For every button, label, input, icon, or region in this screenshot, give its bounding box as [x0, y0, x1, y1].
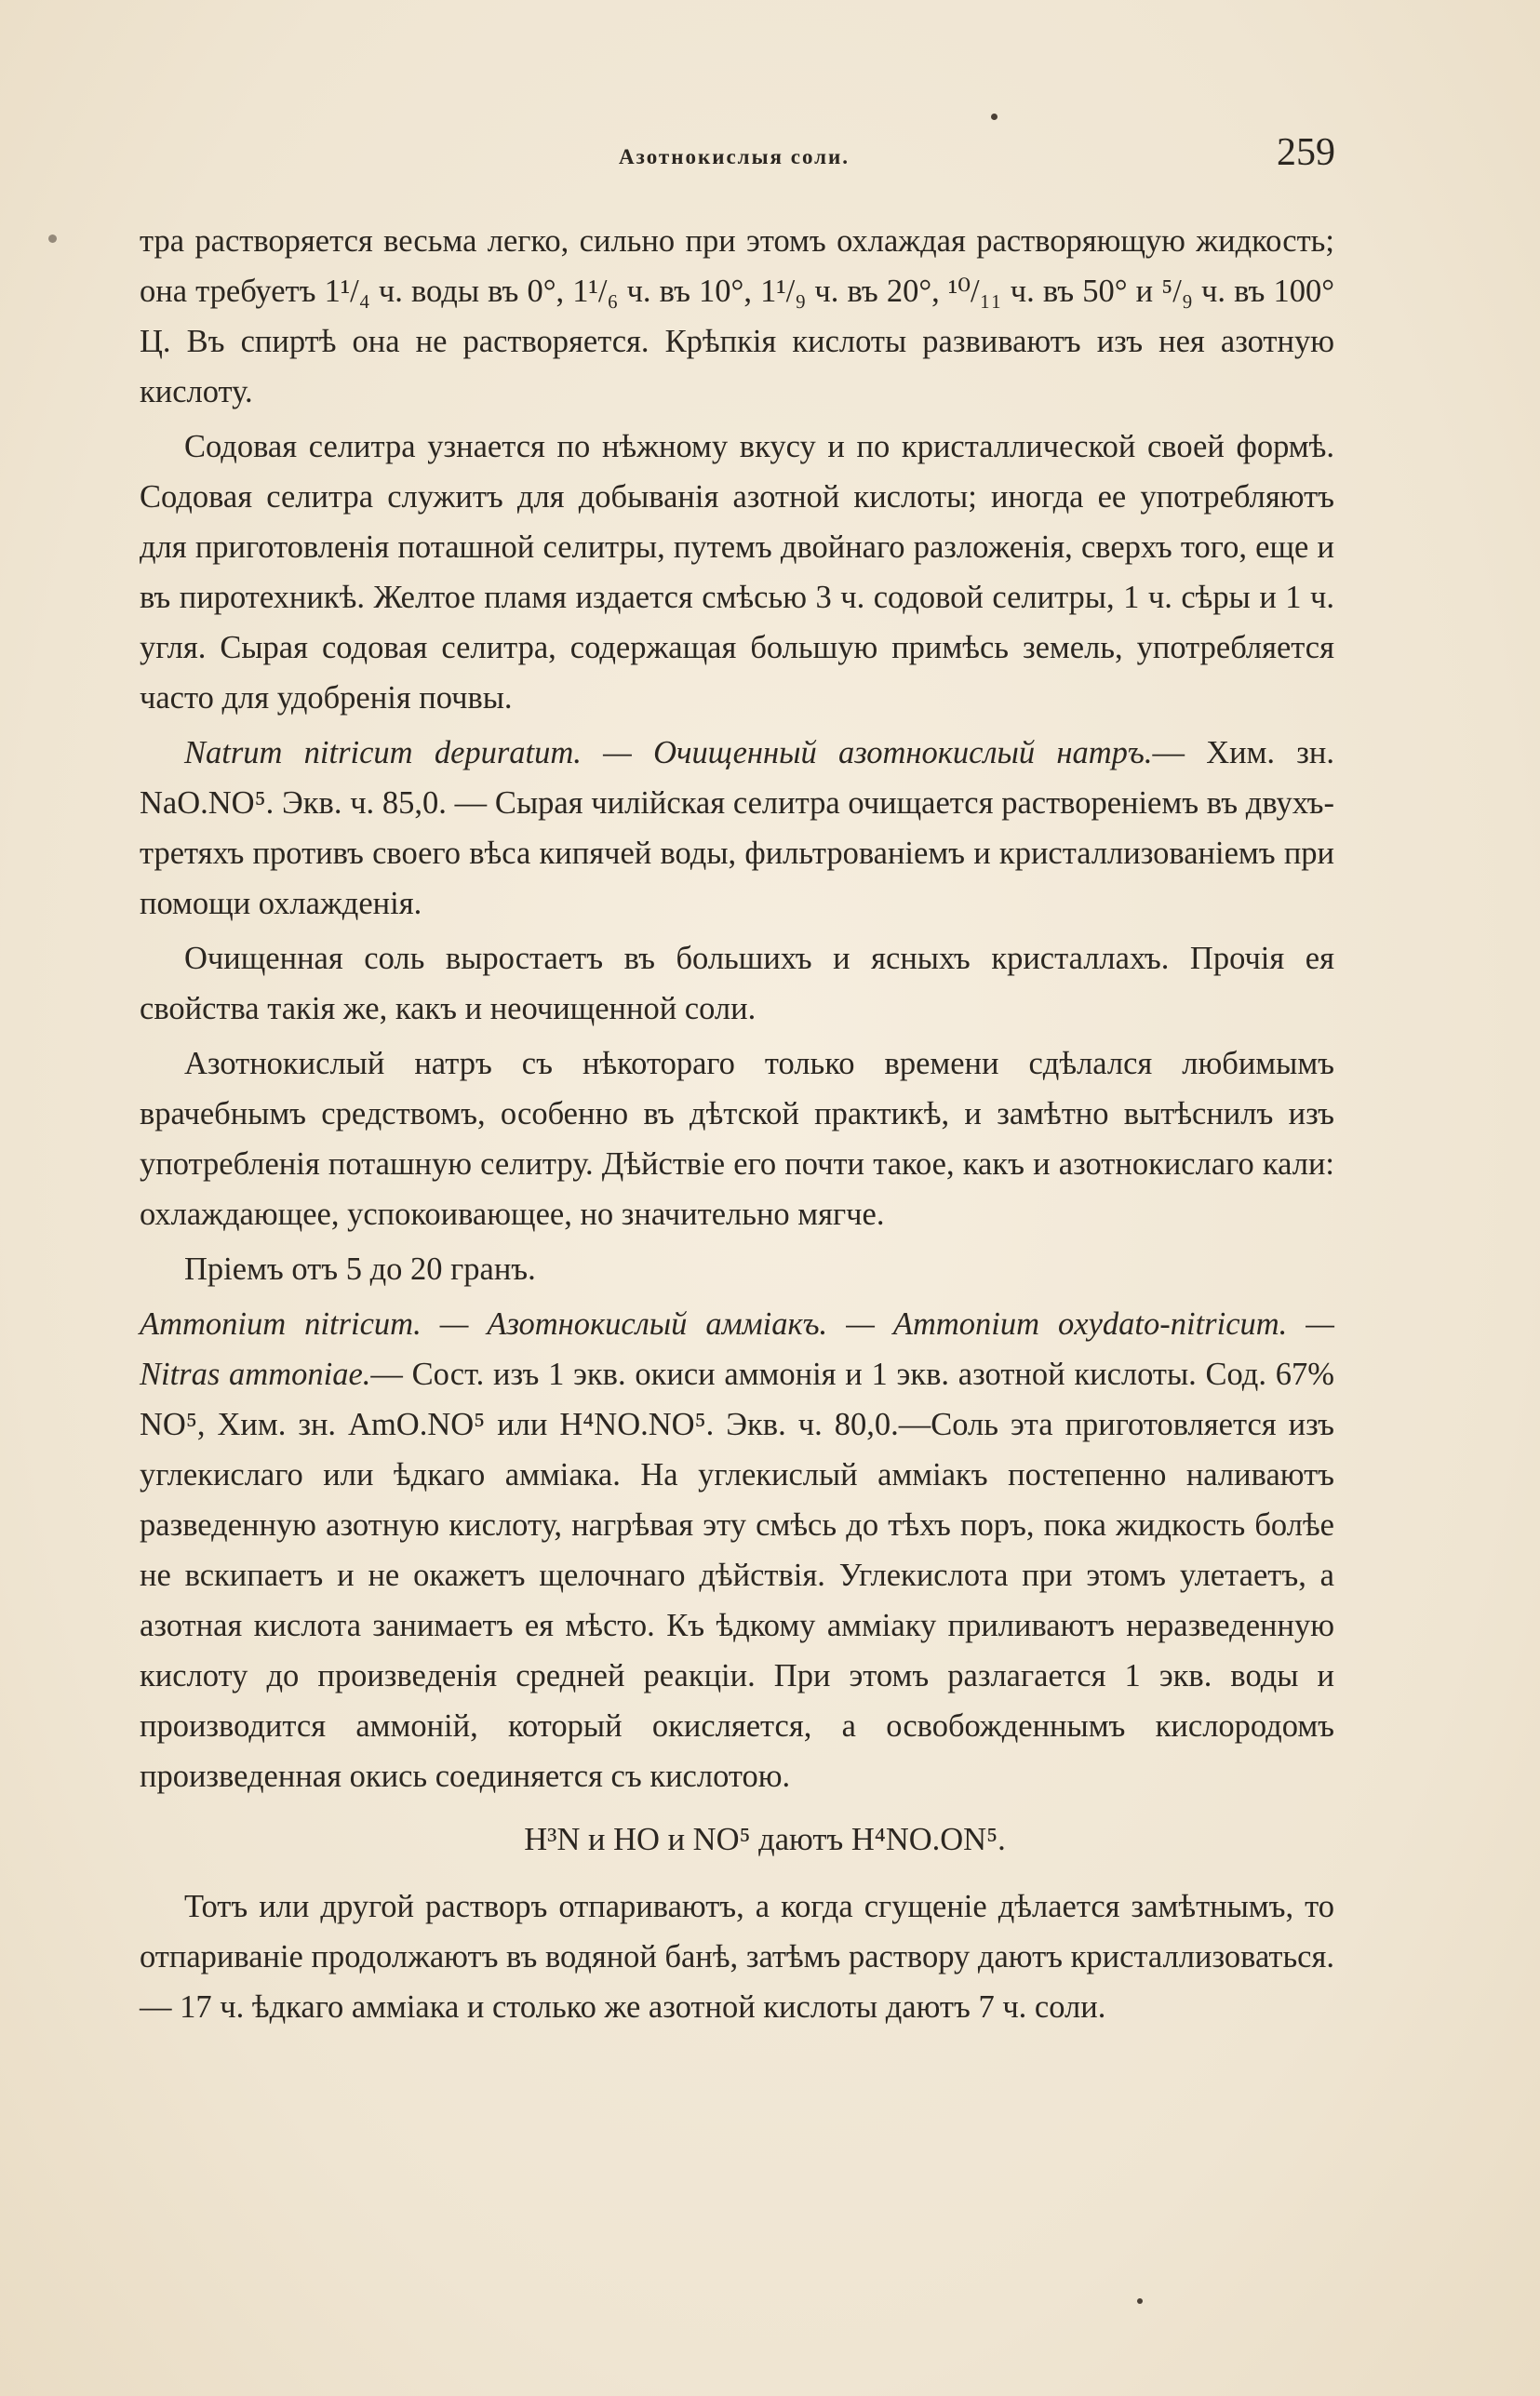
page-header — [140, 130, 1335, 186]
ink-speck — [1137, 2298, 1143, 2304]
ink-speck — [991, 114, 998, 120]
paragraph-crystallization: Тотъ или другой растворъ отпариваютъ, а когда сгущеніе дѣлается замѣтнымъ, то отпариваніе продолжаютъ въ водяной банѣ, затѣмъ раствору даютъ кристаллизоваться. — 17 ч. ѣдкаго амміака и столько же азотной кислоты даютъ 7 ч. соли. — [140, 1889, 1334, 2025]
natrum-depuratum-heading: Natrum nitricum depuratum. — Очищенный азотнокислый натръ. — [184, 735, 1153, 770]
running-head: Азотнокислыя соли. — [619, 145, 850, 168]
reaction-formula: H³N и HO и NO⁵ даютъ H⁴NO.ON⁵. — [524, 1822, 1006, 1857]
paragraph-medical-use: Азотнокислый натръ съ нѣкотораго только времени сдѣлался любимымъ врачебнымъ средствомъ, особенно въ дѣтской практикѣ, и замѣтно вытѣснилъ изъ употребленія поташную селитру. Дѣйствіе его почти такое, какъ и азотнокислаго кали: охлаждающее, успокоивающее, но значительно мягче. — [140, 1046, 1334, 1232]
ammonium-nitricum-heading: Ammonium nitricum. — Азотнокислый аммiакъ. — Ammonium oxydato-nitricum. — Nitras ammoniae. — [140, 1306, 1334, 1392]
paragraph-soda-saltpeter-uses: Содовая селитра узнается по нѣжному вкусу и по кристаллической своей формѣ. Содовая селитра служитъ для добыванія азотной кислоты; иногда ее употребляютъ для приготовленія поташной селитры, путемъ двойнаго разложенія, сверхъ того, еще и въ пиротехникѣ. Желтое пламя издается смѣсью 3 ч. содовой селитры, 1 ч. сѣры и 1 ч. угля. Сырая содовая селитра, содержащая большую примѣсь земель, употребляется часто для удобренія почвы. — [140, 429, 1334, 716]
paragraph-dose: Пріемъ отъ 5 до 20 гранъ. — [184, 1252, 536, 1287]
natrum-depuratum-text: — Хим. зн. NaO.NO⁵. Экв. ч. 85,0. — Сырая чилійская селитра очищается раствореніемъ въ двухъ-третяхъ противъ своего вѣса кипячей воды, фильтрованіемъ и кристаллизованіемъ при помощи охлажденія. — [140, 735, 1334, 921]
ink-speck — [48, 234, 57, 243]
page-number: 259 — [1277, 131, 1335, 174]
paragraph-ammonium-nitricum — [140, 1299, 1334, 1801]
paragraph-solubility: тра растворяется весьма легко, сильно при этомъ охлаждая растворяющую жидкость; она требуетъ 1¹/₄ ч. воды въ 0°, 1¹/₆ ч. въ 10°, 1¹/₉ ч. въ 20°, ¹⁰/₁₁ ч. въ 50° и ⁵/₉ ч. въ 100° Ц. Въ спиртѣ она не растворяется. Крѣпкія кислоты развиваютъ изъ нея азотную кислоту. — [140, 223, 1334, 409]
ammonium-nitricum-text: — Сост. изъ 1 экв. окиси аммонія и 1 экв. азотной кислоты. Сод. 67% NO⁵, Хим. зн. AmO.NO⁵ или H⁴NO.NO⁵. Экв. ч. 80,0.—Соль эта приготовляется изъ углекислаго или ѣдкаго аммiака. На углекислый аммiакъ постепенно наливаютъ разведенную азотную кислоту, нагрѣвая эту смѣсь до тѣхъ поръ, пока жидкость болѣе не вскипаетъ и не окажетъ щелочнаго дѣйствія. Углекислота при этомъ улетаетъ, а азотная кислота занимаетъ ея мѣсто. Къ ѣдкому амміаку приливаютъ неразведенную кислоту до произведенія средней реакціи. При этомъ разлагается 1 экв. воды и производится аммоній, который окисляется, а освобожденнымъ кислородомъ произведенная окись соединяется съ кислотою. — [140, 1357, 1334, 1794]
paragraph-purified-salt: Очищенная соль выростаетъ въ большихъ и ясныхъ кристаллахъ. Прочія ея свойства такія же, какъ и неочищенной соли. — [140, 941, 1334, 1026]
page-body — [140, 216, 1334, 2037]
paragraph-natrum-depuratum — [140, 728, 1334, 929]
